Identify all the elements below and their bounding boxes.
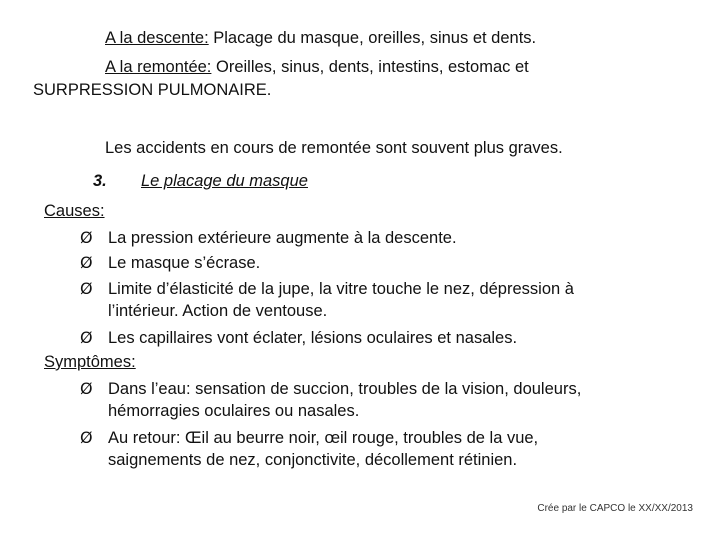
arrow-bullet-icon: Ø (80, 228, 93, 247)
remontee-line-cont: SURPRESSION PULMONAIRE. (33, 81, 272, 99)
arrow-bullet-icon: Ø (80, 379, 93, 398)
cause-item: La pression extérieure augmente à la descente. (108, 229, 457, 247)
descente-line (105, 27, 536, 49)
footer-credit: Crée par le CAPCO le XX/XX/2013 (537, 503, 693, 514)
remontee-label: A la remontée: (105, 58, 212, 76)
descente-text: Placage du masque, oreilles, sinus et dents. (208, 29, 537, 47)
cause-item: Le masque s’écrase. (108, 254, 261, 272)
symptome-item-cont: saignements de nez, conjonctivite, décollement rétinien. (108, 451, 518, 469)
arrow-bullet-icon: Ø (80, 328, 93, 347)
arrow-bullet-icon: Ø (80, 428, 93, 447)
descente-label: A la descente: (105, 29, 209, 47)
causes-heading: Causes: (44, 202, 105, 220)
remontee-line (105, 56, 529, 78)
cause-item: Les capillaires vont éclater, lésions oculaires et nasales. (108, 329, 518, 347)
section-title: Le placage du masque (141, 172, 308, 190)
arrow-bullet-icon: Ø (80, 279, 93, 298)
accidents-note: Les accidents en cours de remontée sont souvent plus graves. (105, 139, 563, 157)
section-number: 3. (93, 172, 107, 190)
cause-item: Limite d’élasticité de la jupe, la vitre touche le nez, dépression à (108, 280, 574, 298)
symptome-item: Dans l’eau: sensation de succion, troubles de la vision, douleurs, (108, 380, 582, 398)
cause-item-cont: l’intérieur. Action de ventouse. (108, 302, 328, 320)
symptome-item-cont: hémorragies oculaires ou nasales. (108, 402, 360, 420)
remontee-text: Oreilles, sinus, dents, intestins, estomac et (211, 58, 529, 76)
symptome-item: Au retour: Œil au beurre noir, œil rouge, troubles de la vue, (108, 429, 539, 447)
arrow-bullet-icon: Ø (80, 253, 93, 272)
symptomes-heading: Symptômes: (44, 353, 136, 371)
